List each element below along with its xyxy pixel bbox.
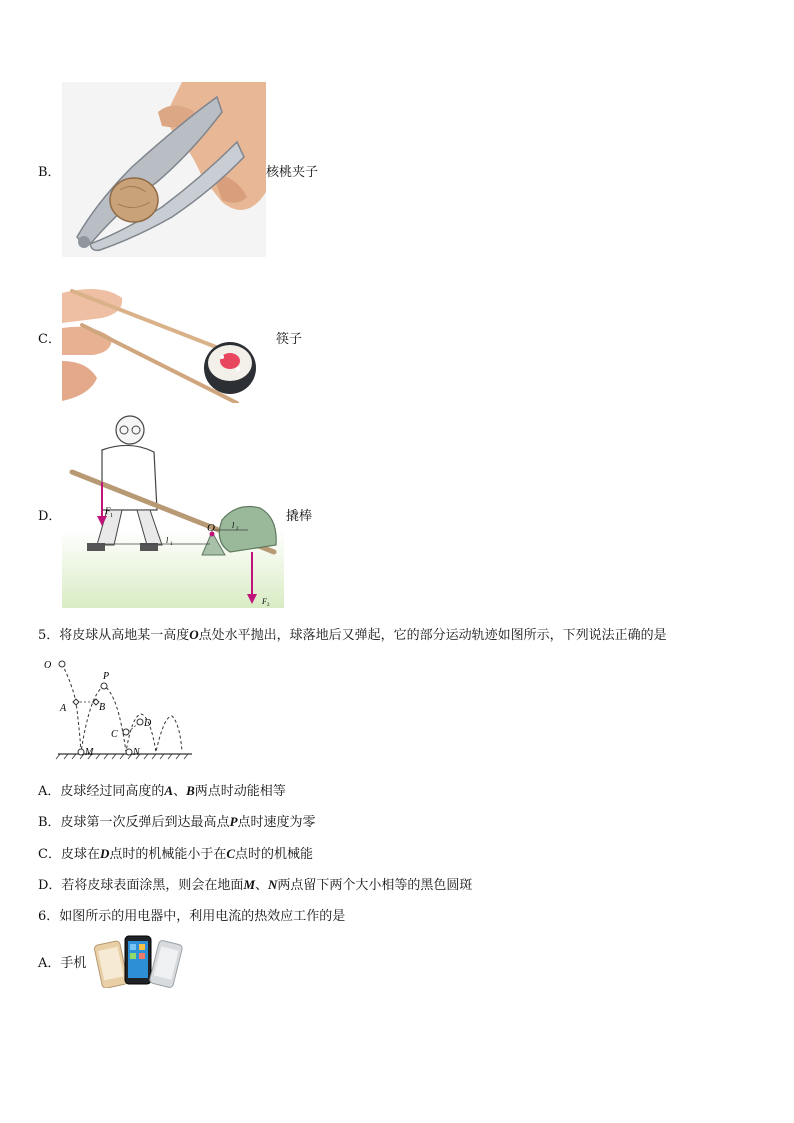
q5-c-v1: D [99,846,110,861]
q6-option-a: A．手机 [38,956,87,971]
q5-c-v2: C [226,846,236,861]
label-F1: F [105,506,111,516]
q5-b-v1: P [229,814,238,829]
option-b-caption: 核桃夹子 [266,165,319,180]
label-F2-sub: 2 [267,603,270,608]
label-l2-sub: 2 [236,527,239,532]
q5-option-c [38,843,313,862]
option-b-letter: B． [38,165,61,180]
fig-label-N: N [133,747,140,758]
q5-a-v1: A [164,783,174,798]
fig-label-M: M [85,747,94,758]
q5-c-pre: C．皮球在 [38,847,100,862]
q5-d-v1: M [243,877,255,892]
fig-label-B: B [99,702,106,713]
q5-option-a [38,780,286,799]
q5-d-v2: N [268,877,278,892]
fig-label-C: C [111,729,118,740]
option-c-letter: C． [38,332,61,347]
fig-label-A: A [60,703,67,714]
fig-label-P: P [103,671,110,682]
fig-label-D: D [144,718,152,729]
ball-trajectory-figure [40,654,195,760]
label-l2: l [232,521,235,530]
q5-a-mid: 、 [173,784,187,799]
mobile-phones-image [92,934,184,988]
q5-b-post: 点时速度为零 [237,815,316,830]
chopsticks-image [62,283,262,403]
q5-d-mid: 、 [255,878,269,893]
label-F2: F [262,597,267,606]
q6-stem: 6．如图所示的用电器中，利用电流的热效应工作的是 [38,909,346,924]
option-d-caption: 撬棒 [286,509,313,524]
q5-stem-post: 点处水平抛出，球落地后又弹起，它的部分运动轨迹如图所示，下列说法正确的是 [198,628,667,643]
q5-option-d [38,874,472,893]
crowbar-lever-image [62,410,284,608]
q5-b-pre: B．皮球第一次反弹后到达最高点 [38,815,230,830]
label-F1-sub: 1 [110,513,113,519]
label-l1-sub: 1 [170,542,173,547]
option-c-caption: 筷子 [276,332,303,347]
q5-a-pre: A．皮球经过同高度的 [38,784,165,799]
fig-label-O: O [44,660,52,671]
q5-option-b [38,811,316,830]
q5-c-mid: 点时的机械能小于在 [109,847,227,862]
q5-stem [38,624,667,643]
q5-a-v2: B [186,783,195,798]
option-d-letter: D． [38,509,62,524]
q5-stem-pre: 5．将皮球从高地某一高度 [38,628,190,643]
q5-stem-O: O [189,627,199,642]
q5-d-pre: D．若将皮球表面涂黑，则会在地面 [38,878,244,893]
q5-a-post: 两点时动能相等 [194,784,286,799]
walnut-cracker-image [62,82,266,257]
label-l1: l [166,536,169,545]
q5-c-post: 点时的机械能 [235,847,314,862]
q5-d-post: 两点留下两个大小相等的黑色圆斑 [277,878,473,893]
label-O: O [207,522,215,534]
